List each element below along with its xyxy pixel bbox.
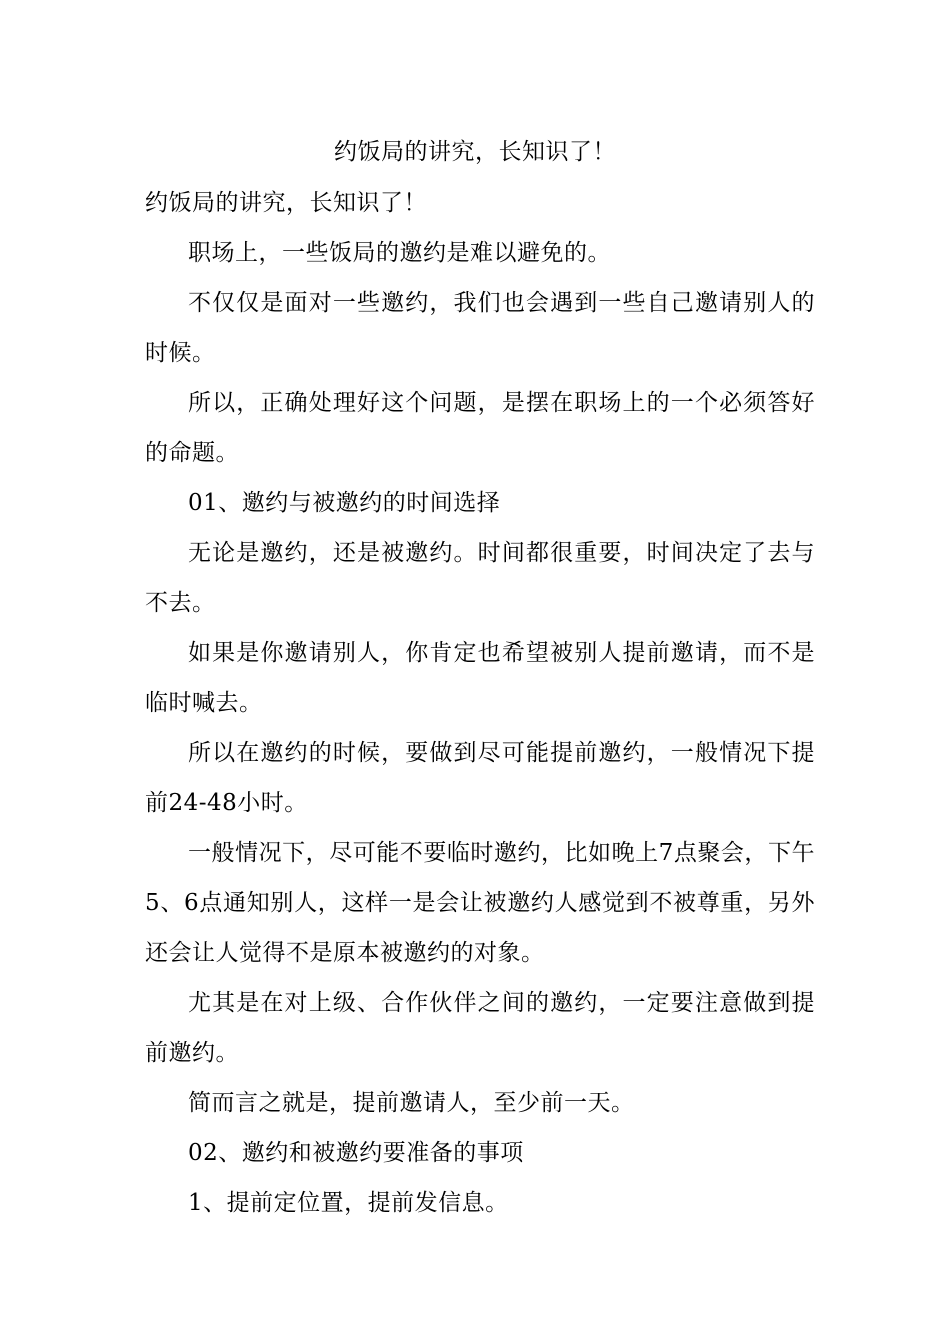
- paragraph: 约饭局的讲究，长知识了！: [145, 190, 427, 216]
- paragraph: 一般情况下，尽可能不要临时邀约，比如晚上7点聚会，下午5、6点通知别人，这样一是会让被邀约人感觉到不被尊重，另外还会让人觉得不是原本被邀约的对象。: [145, 840, 815, 966]
- paragraph: 所以在邀约的时候，要做到尽可能提前邀约，一般情况下提前24-48小时。: [145, 740, 815, 816]
- document-title: 约饭局的讲究，长知识了！: [334, 139, 616, 165]
- section-heading-01: 01、邀约与被邀约的时间选择: [188, 490, 501, 516]
- document-body: [145, 178, 815, 1228]
- paragraph: 简而言之就是，提前邀请人，至少前一天。: [188, 1090, 635, 1116]
- list-item: 1、提前定位置，提前发信息。: [188, 1190, 509, 1216]
- paragraph: 职场上，一些饭局的邀约是难以避免的。: [188, 240, 611, 266]
- paragraph: 不仅仅是面对一些邀约，我们也会遇到一些自己邀请别人的时候。: [145, 290, 815, 366]
- paragraph: 尤其是在对上级、合作伙伴之间的邀约，一定要注意做到提前邀约。: [145, 990, 815, 1066]
- paragraph: 无论是邀约，还是被邀约。时间都很重要，时间决定了去与不去。: [145, 540, 815, 616]
- paragraph: 如果是你邀请别人，你肯定也希望被别人提前邀请，而不是临时喊去。: [145, 640, 815, 716]
- section-heading-02: 02、邀约和被邀约要准备的事项: [188, 1140, 524, 1166]
- paragraph: 所以，正确处理好这个问题，是摆在职场上的一个必须答好的命题。: [145, 390, 815, 466]
